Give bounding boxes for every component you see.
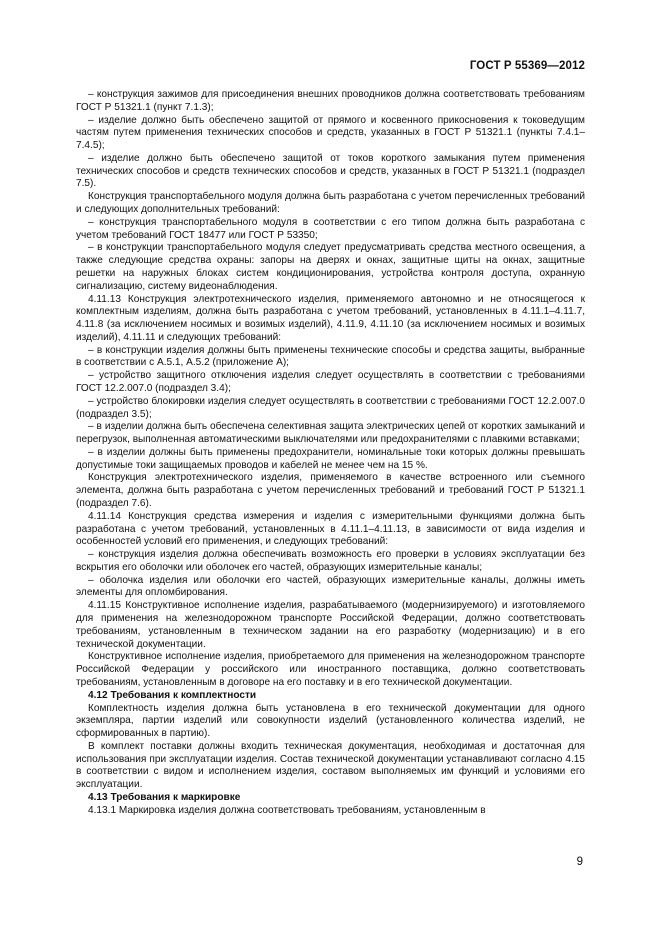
section-heading: 4.12 Требования к комплектности [88,689,257,701]
paragraph: 4.11.14 Конструкция средства измерения и изделия с измерительными функциями должна быть разработана с учетом требований, установленных в 4.11.1–4.11.13, в зависимости от вида изделия и особенностей условий его применения, и следующих требований: [76,510,585,548]
paragraph: 4.11.13 Конструкция электротехнического изделия, применяемого автономно и не относящегося к комплектным изделиям, должна быть разработана с учетом требований, установленных в 4.11.1–4.11.7, 4.11.8 (за исключением носимых и возимых изделий), 4.11.9, 4.11.10 (за исключением носимых и возимых изделий), 4.11.11 и следующих требований: [76,293,585,343]
paragraph: – в конструкции транспортабельного модуля следует предусматривать средства местного освещения, а также следующие средства охраны: запоры на дверях и окнах, защитные щиты на окнах, защитные решетки на наружных блоках систем кондиционирования, устройства контроля доступа, охранную сигнализацию, систему видеонаблюдения. [76,242,585,292]
paragraph: – изделие должно быть обеспечено защитой от прямого и косвенного прикосновения к токоведущим частям путем применения технических способов и средств, указанных в ГОСТ Р 51321.1 (пункты 7.4.1–7.4.5); [76,114,585,152]
paragraph: Комплектность изделия должна быть установлена в его технической документации для одного экземпляра, партии изделий или совокупности изделий (установленного количества изделий, не сформированных в партию). [76,702,585,740]
paragraph: – устройство блокировки изделия следует осуществлять в соответствии с требованиями ГОСТ 12.2.007.0 (подраздел 3.5); [76,395,585,420]
paragraph: 4.13.1 Маркировка изделия должна соответствовать требованиям, установленным в [88,804,486,816]
document-code: ГОСТ Р 55369—2012 [469,60,585,72]
paragraph: – изделие должно быть обеспечено защитой от токов короткого замыкания путем применения технических способов и средств технических способов и средств, указанных в ГОСТ Р 51321.1 (подраздел 7.5). [76,152,585,190]
paragraph: – конструкция зажимов для присоединения внешних проводников должна соответствовать требованиям ГОСТ Р 51321.1 (пункт 7.1.3); [76,89,585,113]
paragraph: – в конструкции изделия должны быть применены технические способы и средства защиты, выбранные в соответствии с А.5.1, А.5.2 (приложение А); [76,344,585,369]
paragraph: – оболочка изделия или оболочки его частей, образующих измерительные каналы, должны иметь элементы для опломбирования. [76,574,585,599]
page-number: 9 [576,856,583,868]
paragraph: – в изделии должна быть обеспечена селективная защита электрических цепей от коротких замыканий и перегрузок, выполненная автоматическими выключателями или предохранителями с плавкими вставками; [76,421,585,446]
paragraph: Конструкция транспортабельного модуля должна быть разработана с учетом перечисленных требований и следующих дополнительных требований: [76,191,585,216]
section-heading: 4.13 Требования к маркировке [88,791,241,803]
document-body [76,89,585,818]
paragraph: – в изделии должны быть применены предохранители, номинальные токи которых должны превышать допустимые токи защищаемых проводов и кабелей не менее чем на 15 %. [76,446,585,471]
paragraph: – устройство защитного отключения изделия следует осуществлять в соответствии с требованиями ГОСТ 12.2.007.0 (подраздел 3.4); [76,370,585,394]
paragraph: Конструкция электротехнического изделия, применяемого в качестве встроенного или съемного элемента, должна быть разработана с учетом перечисленных требований и требований ГОСТ Р 51321.1 (подраздел 7.6). [76,472,585,509]
paragraph: – конструкция транспортабельного модуля в соответствии с его типом должна быть разработана с учетом требований ГОСТ 18477 или ГОСТ Р 53350; [76,216,585,241]
paragraph: 4.11.15 Конструктивное исполнение изделия, разрабатываемого (модернизируемого) и изготовляемого для применения на железнодорожном транспорте Российской Федерации, должно соответствовать требованиям, установленным в техническом задании на его разработку (модернизацию) и в его технической документации. [76,600,585,650]
paragraph: Конструктивное исполнение изделия, приобретаемого для применения на железнодорожном транспорте Российской Федерации у российского или иностранного поставщика, должно соответствовать требованиям, установленным в договоре на его поставку и в его технической документации. [76,651,585,688]
paragraph: – конструкция изделия должна обеспечивать возможность его проверки в условиях эксплуатации без вскрытия его оболочки или оболочек его частей, образующих измерительные каналы; [76,549,585,573]
paragraph: В комплект поставки должны входить техническая документация, необходимая и достаточная для использования при эксплуатации изделия. Состав технической документации устанавливают согласно 4.15 в соответствии с видом и исполнением изделия, составом выполняемых им функций и условиями его эксплуатации. [76,740,585,791]
